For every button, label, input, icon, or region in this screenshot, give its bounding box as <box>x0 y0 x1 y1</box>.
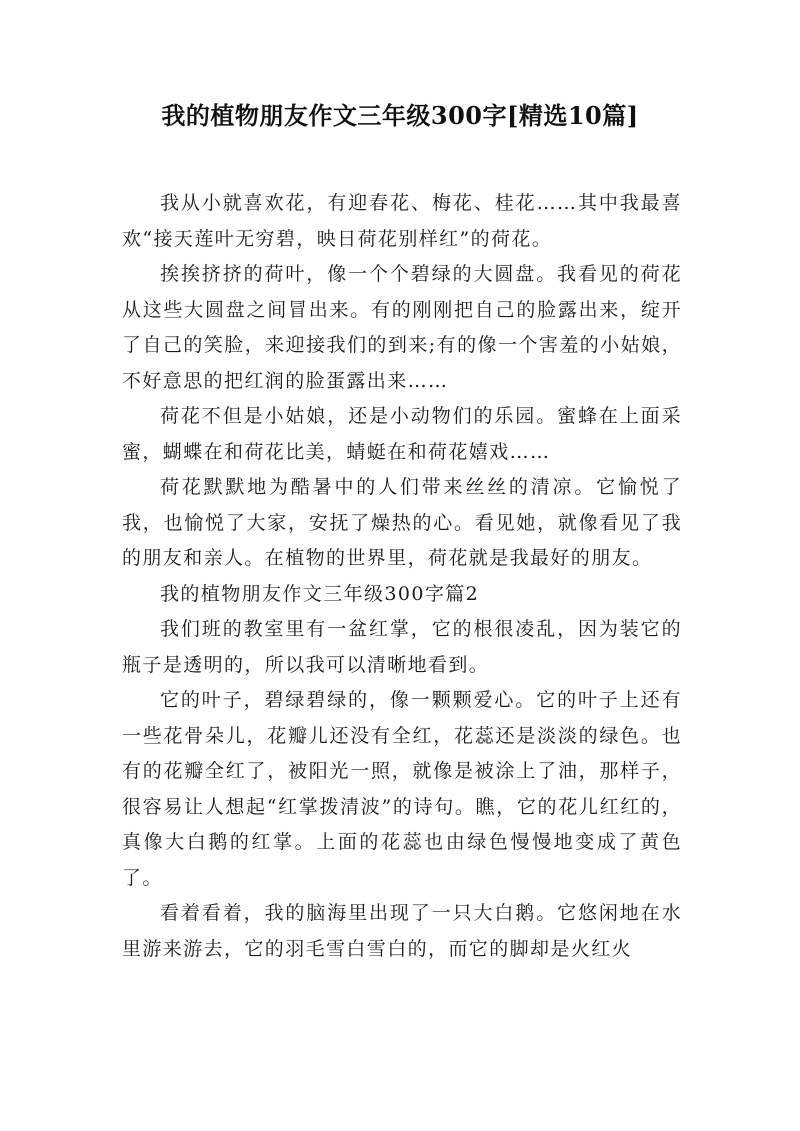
paragraph-1: 我从小就喜欢花，有迎春花、梅花、桂花……其中我最喜欢“接天莲叶无穷碧，映日荷花别样红”的荷花。 <box>122 192 682 250</box>
paragraph-2: 挨挨挤挤的荷叶，像一个个碧绿的大圆盘。我看见的荷花从这些大圆盘之间冒出来。有的刚刚把自己的脸露出来，绽开了自己的笑脸，来迎接我们的到来;有的像一个害羞的小姑娘，不好意思的把红润的脸蛋露出来…… <box>122 263 682 392</box>
paragraph-6: 它的叶子，碧绿碧绿的，像一颗颗爱心。它的叶子上还有一些花骨朵儿，花瓣儿还没有全红，花蕊还是淡淡的绿色。也有的花瓣全红了，被阳光一照，就像是被涂上了油，那样子，很容易让人想起“红掌拨清波”的诗句。瞧，它的花儿红红的，真像大白鹅的红掌。上面的花蕊也由绿色慢慢地变成了黄色了。 <box>122 689 682 889</box>
paragraph-5: 我们班的教室里有一盆红掌，它的根很凌乱，因为装它的瓶子是透明的，所以我可以清晰地看到。 <box>122 618 682 676</box>
document-body <box>122 186 682 967</box>
paragraph-7: 看着看着，我的脑海里出现了一只大白鹅。它悠闲地在水里游来游去，它的羽毛雪白雪白的，而它的脚却是火红火 <box>122 902 682 960</box>
document-title: 我的植物朋友作文三年级300字[精选10篇] <box>161 101 639 130</box>
section-heading-2: 我的植物朋友作文三年级300字篇2 <box>160 582 480 605</box>
paragraph-4: 荷花默默地为酷暑中的人们带来丝丝的清凉。它愉悦了我，也愉悦了大家，安抚了燥热的心。看见她，就像看见了我的朋友和亲人。在植物的世界里，荷花就是我最好的朋友。 <box>122 476 682 569</box>
paragraph-3: 荷花不但是小姑娘，还是小动物们的乐园。蜜蜂在上面采蜜，蝴蝶在和荷花比美，蜻蜓在和荷花嬉戏…… <box>122 405 682 463</box>
